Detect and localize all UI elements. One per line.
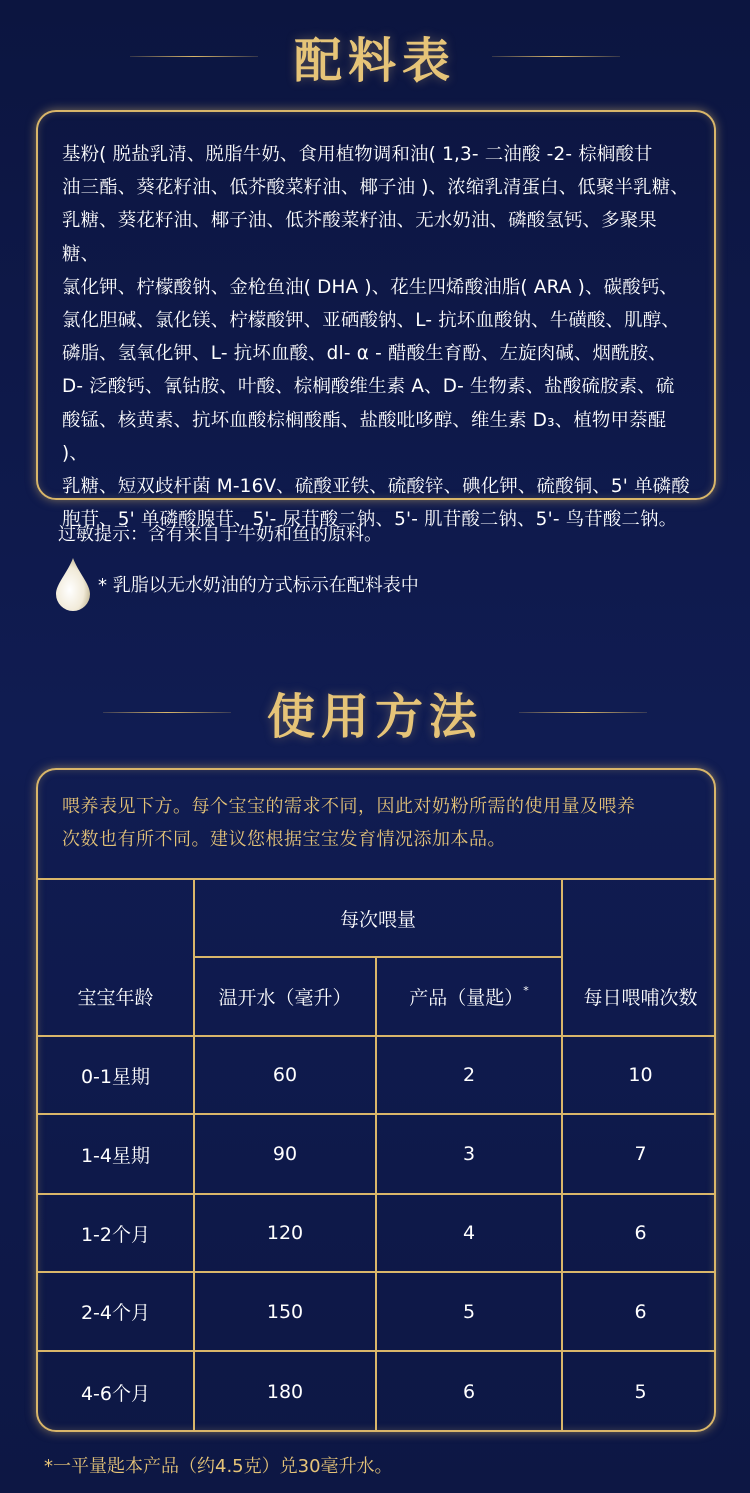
header-warm-water: 温开水（毫升） [218,987,352,1009]
cell-water: 60 [272,1064,298,1086]
header-baby-age: 宝宝年龄 [77,987,154,1009]
cell-product: 3 [462,1143,476,1165]
header-per-feeding: 每次喂量 [339,908,416,931]
cell-water: 180 [266,1381,304,1403]
scoop-footnote: *一平量匙本产品（约4.5克）兑30毫升水。 [44,1456,393,1477]
usage-box [36,768,716,1432]
cell-product: 6 [462,1381,476,1403]
cell-age: 1-2个月 [80,1223,151,1246]
header-product [377,958,561,1035]
ingredients-line: 基粉( 脱盐乳清、脱脂牛奶、食用植物调和油( 1,3- 二油酸 -2- 棕榈酸甘 [62,144,653,165]
ingredients-line: 磷脂、氢氧化钾、L- 抗坏血酸、dl- α - 醋酸生育酚、左旋肉碱、烟酰胺、 [62,343,667,365]
title-divider-left [130,56,258,57]
header-daily-feedings: 每日喂哺次数 [583,987,698,1009]
header-product-mark: * [523,984,529,997]
ingredients-title: 配料表 [293,32,456,89]
ingredients-line: 氯化胆碱、氯化镁、柠檬酸钾、亚硒酸钠、L- 抗坏血酸钠、牛磺酸、肌醇、 [62,310,680,332]
cell-times: 5 [634,1381,647,1403]
ingredients-box [36,110,716,531]
milk-fat-note [52,556,419,612]
cell-product: 5 [462,1300,476,1323]
ingredients-line: 胞苷、5' 单磷酸腺苷、5'- 尿苷酸二钠、5'- 肌苷酸二钠、5'- 鸟苷酸二钠。 [62,509,678,531]
cell-water: 90 [272,1143,298,1165]
milk-drop-icon [52,556,94,612]
cell-times: 6 [634,1222,647,1244]
cell-age: 2-4个月 [80,1302,151,1324]
usage-intro-line: 喂养表见下方。每个宝宝的需求不同，因此对奶粉所需的使用量及喂养 [62,796,636,817]
title-divider-right [492,56,620,57]
cell-water: 120 [266,1222,304,1244]
milk-fat-note-text: * 乳脂以无水奶油的方式标示在配料表中 [98,575,419,596]
cell-age: 1-4星期 [80,1144,151,1167]
title-divider-right [519,712,647,713]
usage-intro-line: 次数也有所不同。建议您根据宝宝发育情况添加本品。 [62,829,506,850]
ingredients-title-row [0,16,750,96]
usage-intro [62,790,702,856]
ingredients-line: 乳糖、短双歧杆菌 M-16V、硫酸亚铁、硫酸锌、碘化钾、硫酸铜、5' 单磷酸 [62,476,690,498]
ingredients-line: 乳糖、葵花籽油、椰子油、低芥酸菜籽油、无水奶油、磷酸氢钙、多聚果糖、 [62,210,657,265]
title-divider-left [103,712,231,713]
cell-water: 150 [266,1300,304,1323]
cell-times: 6 [634,1300,647,1323]
cell-age: 4-6个月 [80,1382,151,1405]
ingredients-line: 油三酯、葵花籽油、低芥酸菜籽油、椰子油 )、浓缩乳清蛋白、低聚半乳糖、 [62,177,689,199]
ingredients-line: 酸锰、核黄素、抗坏血酸棕榈酸酯、盐酸吡哆醇、维生素 D₃、植物甲萘醌 )、 [62,409,667,464]
cell-product: 4 [462,1222,476,1244]
usage-title: 使用方法 [266,688,483,745]
ingredients-line: 氯化钾、柠檬酸钠、金枪鱼油( DHA )、花生四烯酸油脂( ARA )、碳酸钙、 [62,276,679,298]
cell-product: 2 [462,1064,476,1086]
ingredients-line: D- 泛酸钙、氰钴胺、叶酸、棕榈酸维生素 A、D- 生物素、盐酸硫胺素、硫 [62,376,675,398]
cell-age: 0-1星期 [80,1065,151,1088]
allergy-note: 过敏提示：含有来自于牛奶和鱼的原料。 [58,524,382,545]
header-product-label: 产品（量匙） [409,987,524,1009]
ingredients-list [62,138,690,536]
cell-times: 7 [634,1143,647,1165]
usage-title-row [0,672,750,752]
cell-times: 10 [628,1064,653,1086]
